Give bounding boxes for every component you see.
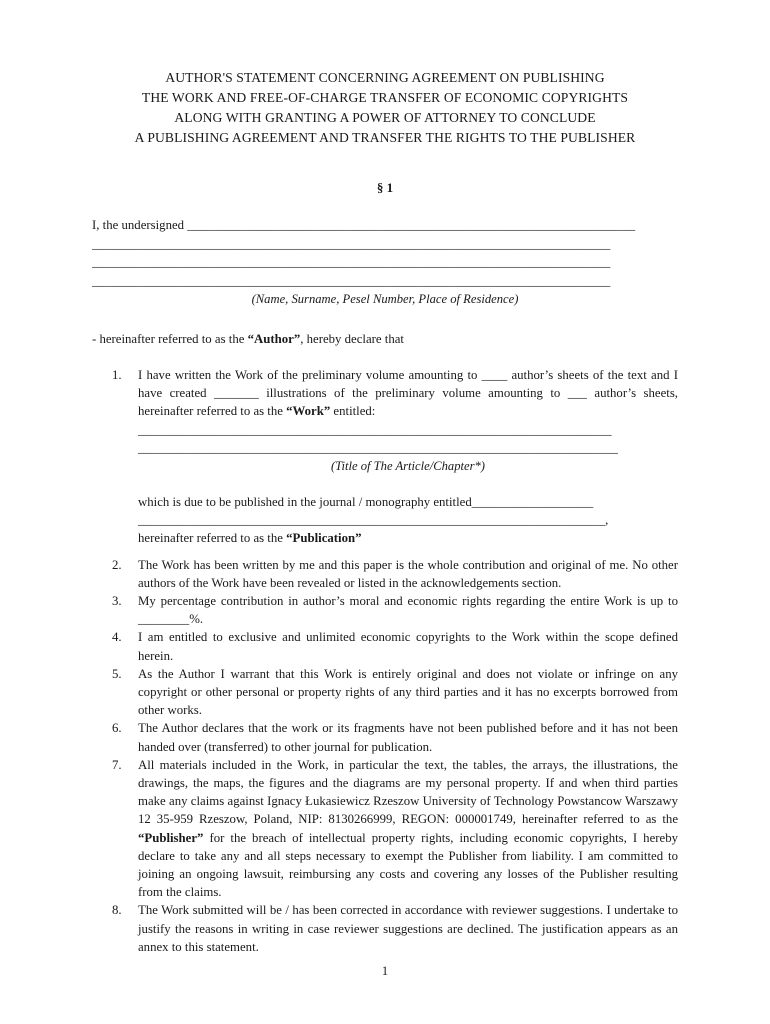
list-item	[92, 756, 678, 902]
item-text: entitled:	[330, 404, 376, 419]
title-line: A PUBLISHING AGREEMENT AND TRANSFER THE RIGHTS TO THE PUBLISHER	[134, 130, 636, 145]
undersigned-line: I, the undersigned ______________________________________________________________________	[92, 218, 636, 232]
list-item	[92, 628, 678, 664]
blank-line: __________________________________________________________________________	[138, 422, 612, 437]
item-text: for the breach of intellectual property rights, including economic copyrights, I hereby declare to take any and all steps necessary to exempt the Publisher from liability. I am committed to joining an ongoing lawsuit, reimbursing any costs and covering any losses of the Publisher resulting from the claims.	[138, 830, 678, 900]
pub-prefix: hereinafter referred to as the	[138, 531, 287, 546]
pub-bold: “Publication”	[286, 531, 362, 546]
intro-prefix: - hereinafter referred to as the	[92, 332, 248, 346]
page-number: 1	[381, 964, 389, 978]
item-text: I have written the Work of the preliminary volume amounting to ____ author’s sheets of the text and I have created _______ illustrations of the preliminary volume amounting to ___ author’s sheets, hereinafter referred to as the	[138, 368, 678, 419]
item-number: 6.	[112, 721, 122, 736]
item-number: 4.	[112, 630, 122, 645]
item-text: The Work submitted will be / has been corrected in accordance with reviewer suggestions. I undertake to justify the reasons in writing in case reviewer suggestions are declined. The justification appears as an annex to this statement.	[138, 903, 678, 954]
item-number: 7.	[112, 757, 122, 772]
item-text: All materials included in the Work, in particular the text, the tables, the arrays, the illustrations, the drawings, the maps, the figures and the diagrams are my personal property. If and when third parties make any claims against Ignacy Łukasiewicz Rzeszow University of Technology Powstancow Warszawy 12 35-959 Rzeszow, Poland, NIP: 8130266999, REGON: 000001749, hereinafter referred to as the	[138, 757, 678, 827]
list-item	[92, 901, 678, 956]
author-intro	[92, 330, 678, 348]
blank-line: ___________________________________________________________________________	[138, 440, 618, 455]
item-text: I am entitled to exclusive and unlimited economic copyrights to the Work within the scope defined herein.	[138, 630, 678, 663]
blank-line: _________________________________________________________________________________	[92, 236, 611, 251]
list-item	[92, 592, 678, 628]
title-line: AUTHOR'S STATEMENT CONCERNING AGREEMENT ON PUBLISHING	[165, 70, 605, 85]
undersigned-caption: (Name, Surname, Pesel Number, Place of Residence)	[251, 292, 519, 306]
list-item	[92, 556, 678, 592]
title-line: THE WORK AND FREE-OF-CHARGE TRANSFER OF ECONOMIC COPYRIGHTS	[141, 90, 629, 105]
publication-ref	[138, 529, 678, 547]
work-title-caption: (Title of The Article/Chapter*)	[330, 459, 486, 474]
undersigned-block	[92, 216, 678, 308]
item-text: The Author declares that the work or its fragments have not been published before and it has not been handed over (transferred) to other journal for publication.	[138, 721, 678, 754]
item-bold: “Work”	[286, 404, 331, 419]
document-title	[92, 68, 678, 148]
list-item	[92, 665, 678, 720]
item-bold: “Publisher”	[138, 830, 204, 845]
intro-bold: “Author”	[247, 332, 301, 346]
section-mark: § 1	[376, 180, 394, 195]
list-item	[92, 719, 678, 755]
item-number: 3.	[112, 594, 122, 609]
declaration-list	[92, 366, 678, 956]
intro-suffix: , hereby declare that	[300, 332, 404, 346]
item-text: As the Author I warrant that this Work is entirely original and does not violate or infringe on any copyright or other personal or property rights of any third parties and it has no excerpts borrowed from other works.	[138, 666, 678, 718]
item-number: 5.	[112, 666, 122, 681]
blank-line: _________________________________________________________________________________	[92, 273, 611, 288]
list-item	[92, 366, 678, 548]
item-text: My percentage contribution in author’s moral and economic rights regarding the entire Work is up to ________%.	[138, 594, 678, 627]
title-line: ALONG WITH GRANTING A POWER OF ATTORNEY TO CONCLUDE	[174, 110, 596, 125]
publication-line: which is due to be published in the journal / monography entitled___________________	[138, 495, 594, 510]
blank-line: _________________________________________________________________________,	[138, 513, 609, 528]
item-text: The Work has been written by me and this paper is the whole contribution and original of me. No other authors of the Work have been revealed or listed in the acknowledgements section.	[138, 557, 678, 590]
item-number: 2.	[112, 557, 122, 572]
blank-line: _________________________________________________________________________________	[92, 255, 611, 269]
item-number: 8.	[112, 903, 122, 918]
item-number: 1.	[112, 368, 122, 382]
